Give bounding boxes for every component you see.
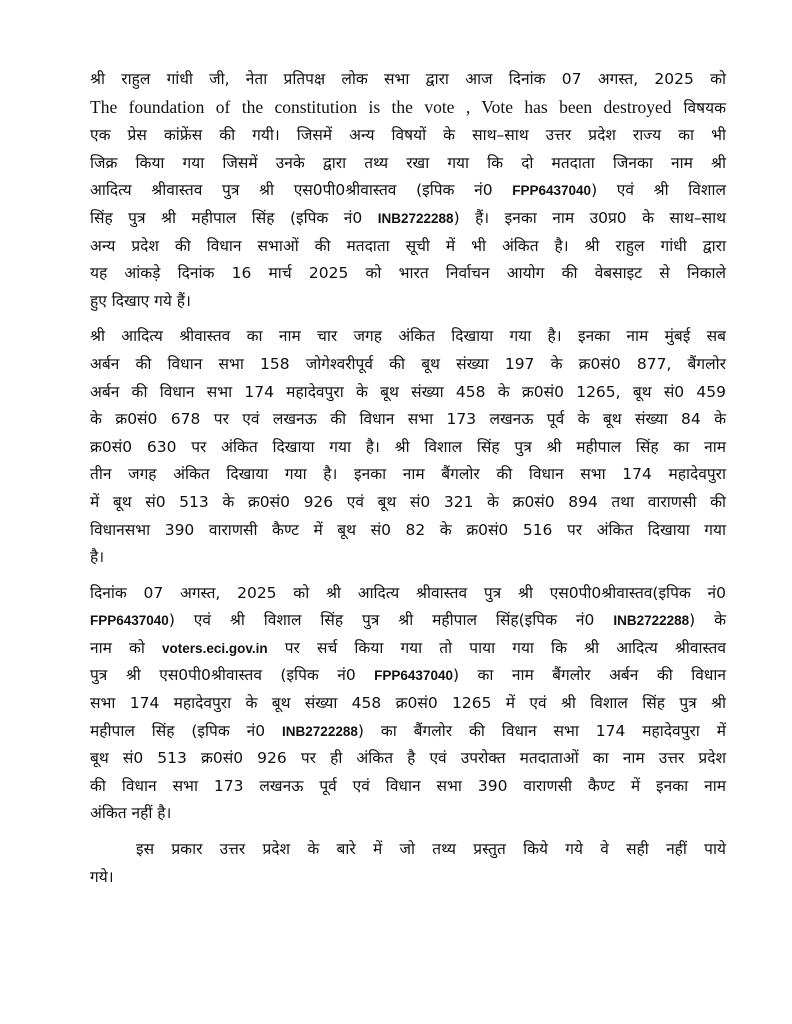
paragraph-4 — [90, 836, 726, 891]
text-line: यह आंकड़े दिनांक 16 मार्च 2025 को भारत निर्वाचन आयोग की वेबसाइट से निकाले — [90, 264, 726, 283]
text-line: के क्र0सं0 678 पर एवं लखनऊ की विधान सभा 173 लखनऊ पूर्व के बूथ संख्या 84 के — [90, 410, 726, 429]
epic-number: INB2722288 — [613, 613, 690, 629]
text-fragment: ) एवं श्री विशाल — [591, 181, 726, 200]
text-line: अर्बन की विधान सभा 174 महादेवपुरा के बूथ संख्या 458 के क्र0सं0 1265, बूथ सं0 459 — [90, 382, 726, 401]
text-line — [90, 177, 726, 205]
text-fragment: महीपाल सिंह (इपिक नं0 — [90, 721, 266, 740]
text-line: अंकित नहीं है। — [90, 804, 172, 823]
text-fragment: पर सर्च किया गया तो पाया गया कि श्री आदित्य श्रीवास्तव — [284, 638, 726, 657]
text-fragment: आदित्य श्रीवास्तव पुत्र श्री एस0पी0श्रीवास्तव (इपिक नं0 — [90, 181, 493, 200]
website-url: voters.eci.gov.in — [162, 640, 268, 656]
text-fragment: ) का बैंगलोर की विधान सभा 174 महादेवपुरा में — [357, 721, 726, 740]
text-fragment: ) एवं श्री विशाल सिंह पुत्र श्री महीपाल सिंह(इपिक नं0 — [168, 611, 595, 630]
text-line: हुए दिखाए गये हैं। — [90, 291, 191, 310]
epic-number: INB2722288 — [282, 723, 358, 739]
text-line: इस प्रकार उत्तर प्रदेश के बारे में जो तथ्य प्रस्तुत किये गये वे सही नहीं पाये — [136, 840, 726, 859]
text-line: गये। — [90, 867, 114, 886]
paragraph-3 — [90, 580, 726, 828]
text-line — [90, 94, 726, 123]
epic-number: INB2722288 — [377, 210, 454, 226]
epic-number: FPP6437040 — [512, 183, 592, 199]
text-line: एक प्रेस कांफ्रेंस की गयी। जिसमें अन्य विषयों के साथ–साथ उत्तर प्रदेश राज्य का भी — [90, 126, 726, 145]
text-fragment: ) का नाम बैंगलोर अर्बन की विधान — [452, 666, 726, 685]
text-line — [90, 718, 726, 746]
text-line — [90, 607, 726, 635]
text-line: में बूथ सं0 513 के क्र0सं0 926 एवं बूथ सं0 321 के क्र0सं0 894 तथा वाराणसी की — [90, 492, 726, 511]
english-title-text: The foundation of the constitution is the vote , Vote has been destroyed — [90, 96, 672, 117]
text-line: अर्बन की विधान सभा 158 जोगेश्वरीपूर्व की बूथ संख्या 197 के क्र0सं0 877, बैंगलोर — [90, 354, 726, 373]
text-line: है। — [90, 548, 105, 567]
text-line: विधानसभा 390 वाराणसी कैण्ट में बूथ सं0 82 के क्र0सं0 516 पर अंकित दिखाया गया — [90, 520, 726, 539]
text-line: अन्य प्रदेश की विधान सभाओं की मतदाता सूची में भी अंकित है। श्री राहुल गांधी द्वारा — [90, 236, 726, 255]
text-line — [90, 205, 726, 233]
text-line: जिक्र किया गया जिसमें उनके द्वारा तथ्य रखा गया कि दो मतदाता जिनका नाम श्री — [90, 153, 726, 172]
text-line: की विधान सभा 173 लखनऊ पूर्व एवं विधान सभा 390 वाराणसी कैण्ट में इनका नाम — [90, 776, 726, 795]
text-fragment: ) के — [689, 611, 727, 630]
text-line: क्र0सं0 630 पर अंकित दिखाया गया है। श्री विशाल सिंह पुत्र श्री महीपाल सिंह का नाम — [90, 437, 726, 456]
text-line — [90, 662, 726, 690]
text-line: दिनांक 07 अगस्त, 2025 को श्री आदित्य श्रीवास्तव पुत्र श्री एस0पी0श्रीवास्तव(इपिक नं0 — [90, 583, 726, 602]
paragraph-2 — [90, 323, 726, 571]
text-line: तीन जगह अंकित दिखाया गया है। इनका नाम बैंगलोर की विधान सभा 174 महादेवपुरा — [90, 465, 726, 484]
text-line: श्री आदित्य श्रीवास्तव का नाम चार जगह अंकित दिखाया गया है। इनका नाम मुंबई सब — [90, 327, 726, 346]
text-line: बूथ सं0 513 क्र0सं0 926 पर ही अंकित है एवं उपरोक्त मतदाताओं का नाम उत्तर प्रदेश — [90, 749, 726, 768]
epic-number: FPP6437040 — [374, 668, 453, 684]
epic-number: FPP6437040 — [90, 613, 169, 629]
text-fragment: ) हैं। इनका नाम उ0प्र0 के साथ–साथ — [453, 208, 727, 227]
text-fragment: विषयक — [683, 98, 726, 117]
text-fragment: सिंह पुत्र श्री महीपाल सिंह (इपिक नं0 — [90, 208, 363, 227]
text-fragment: नाम को — [90, 638, 145, 657]
paragraph-1 — [90, 66, 726, 315]
text-line — [90, 635, 726, 663]
text-line: सभा 174 महादेवपुरा के बूथ संख्या 458 क्र0सं0 1265 में एवं श्री विशाल सिंह पुत्र श्री — [90, 694, 726, 713]
text-line: श्री राहुल गांधी जी, नेता प्रतिपक्ष लोक सभा द्वारा आज दिनांक 07 अगस्त, 2025 को — [90, 70, 726, 88]
text-fragment: पुत्र श्री एस0पी0श्रीवास्तव (इपिक नं0 — [90, 666, 356, 685]
